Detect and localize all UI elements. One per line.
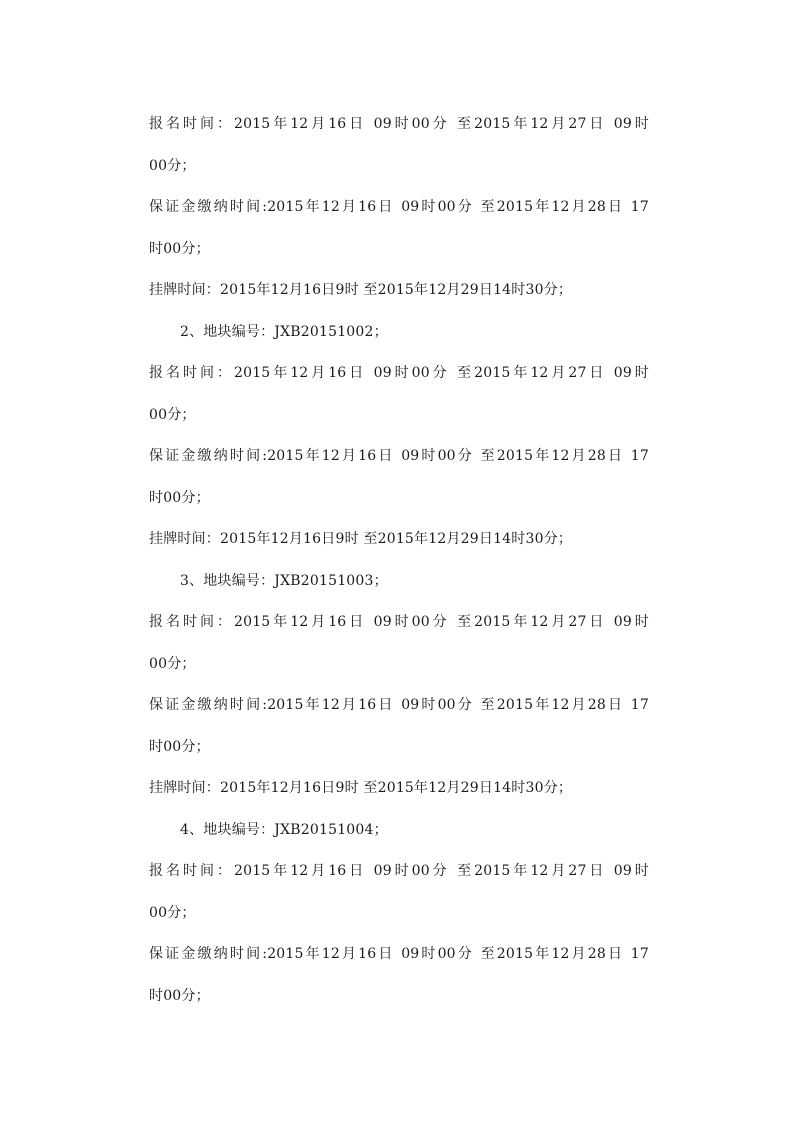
registration-time-line-end: 00分； <box>149 157 196 174</box>
deposit-time-line-end: 时00分； <box>149 738 210 755</box>
document-body <box>149 104 649 1017</box>
deposit-time-line-end: 时00分； <box>149 987 210 1004</box>
registration-time-line: 报名时间：2015年12月16日 09时00分 至2015年12月27日 09时 <box>149 614 649 630</box>
parcel-number-heading: 2、地块编号：JXB20151002； <box>180 323 388 340</box>
listing-time-line: 挂牌时间：2015年12月16日9时 至2015年12月29日14时30分； <box>149 282 573 298</box>
parcel-number-heading: 3、地块编号：JXB20151003； <box>180 572 388 589</box>
parcel-number-heading: 4、地块编号：JXB20151004； <box>180 821 388 838</box>
listing-time-line: 挂牌时间：2015年12月16日9时 至2015年12月29日14时30分； <box>149 780 573 796</box>
deposit-time-line-end: 时00分； <box>149 240 210 257</box>
deposit-time-line: 保证金缴纳时间:2015年12月16日 09时00分 至2015年12月28日 17 <box>149 946 649 962</box>
deposit-time-line: 保证金缴纳时间:2015年12月16日 09时00分 至2015年12月28日 17 <box>149 199 649 215</box>
deposit-time-line: 保证金缴纳时间:2015年12月16日 09时00分 至2015年12月28日 17 <box>149 448 649 464</box>
registration-time-line: 报名时间：2015年12月16日 09时00分 至2015年12月27日 09时 <box>149 116 649 132</box>
registration-time-line-end: 00分； <box>149 904 196 921</box>
listing-time-line: 挂牌时间：2015年12月16日9时 至2015年12月29日14时30分； <box>149 531 573 547</box>
registration-time-line: 报名时间：2015年12月16日 09时00分 至2015年12月27日 09时 <box>149 863 649 879</box>
registration-time-line-end: 00分； <box>149 655 196 672</box>
deposit-time-line: 保证金缴纳时间:2015年12月16日 09时00分 至2015年12月28日 17 <box>149 697 649 713</box>
registration-time-line: 报名时间：2015年12月16日 09时00分 至2015年12月27日 09时 <box>149 365 649 381</box>
deposit-time-line-end: 时00分； <box>149 489 210 506</box>
registration-time-line-end: 00分； <box>149 406 196 423</box>
